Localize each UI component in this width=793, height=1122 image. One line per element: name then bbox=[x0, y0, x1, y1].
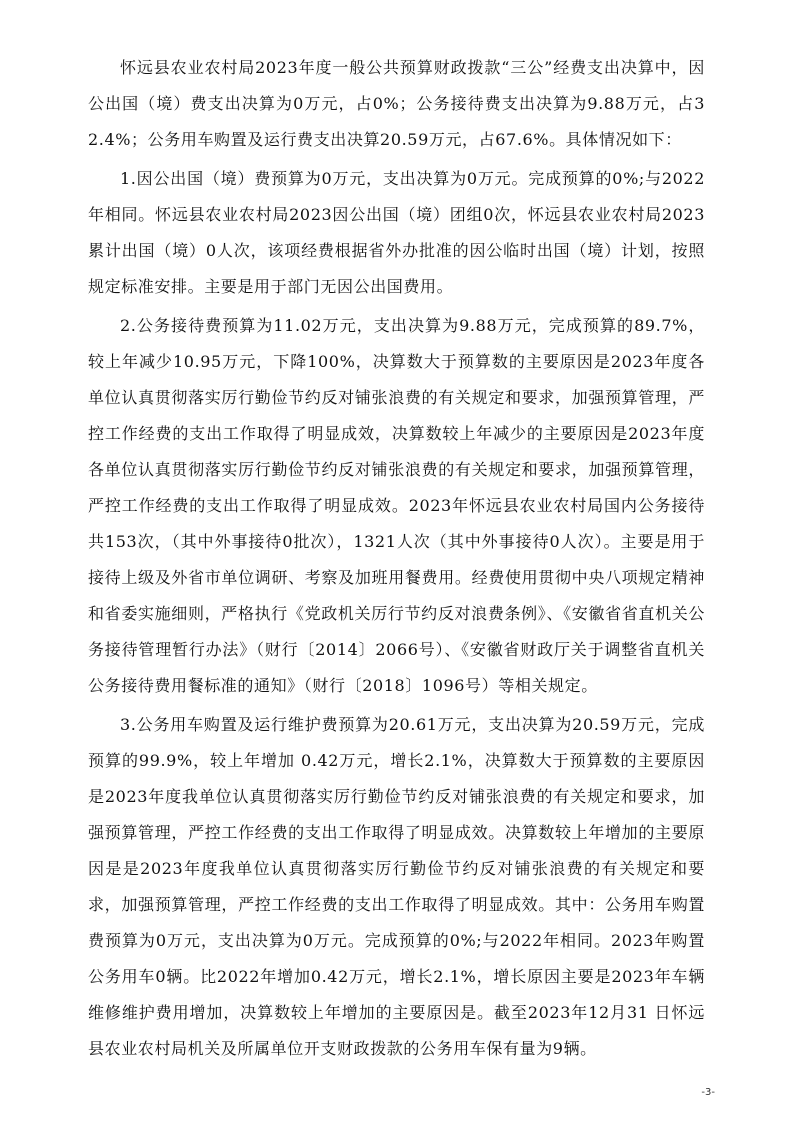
overseas-travel-paragraph: 1.因公出国（境）费预算为0万元，支出决算为0万元。完成预算的0%;与2022年相同。怀远县农业农村局2023因公出国（境）团组0次，怀远县农业农村局2023累计出国（境）0人次，该项经费根据省外办批准的因公临时出国（境）计划，按照规定标准安排。主要是用于部门无因公出国费用。 bbox=[88, 169, 705, 296]
official-vehicle-paragraph: 3.公务用车购置及运行维护费预算为20.61万元，支出决算为20.59万元，完成预算的99.9%，较上年增加 0.42万元，增长2.1%，决算数大于预算数的主要原因是2023年度我单位认真贯彻落实厉行勤俭节约反对铺张浪费的有关规定和要求，加强预算管理，严控工作经费的支出工作取得了明显成效。决算数较上年增加的主要原因是是2023年度我单位认真贯彻落实厉行勤俭节约反对铺张浪费的有关规定和要求，加强预算管理，严控工作经费的支出工作取得了明显成效。其中：公务用车购置费预算为0万元，支出决算为0万元。完成预算的0%;与2022年相同。2023年购置公务用车0辆。比2022年增加0.42万元，增长2.1%，增长原因主要是2023年车辆维修维护费用增加，决算数较上年增加的主要原因是。截至2023年12月31 日怀远县农业农村局机关及所属单位开支财政拨款的公务用车保有量为9辆。 bbox=[88, 715, 705, 1058]
intro-paragraph: 怀远县农业农村局2023年度一般公共预算财政拨款“三公”经费支出决算中，因公出国（境）费支出决算为0万元，占0%；公务接待费支出决算为9.88万元，占32.4%；公务用车购置及运行费支出决算20.59万元，占67.6%。具体情况如下： bbox=[88, 58, 705, 149]
official-reception-paragraph: 2.公务接待费预算为11.02万元，支出决算为9.88万元，完成预算的89.7%，较上年减少10.95万元，下降100%，决算数大于预算数的主要原因是2023年度各单位认真贯彻落实厉行勤俭节约反对铺张浪费的有关规定和要求，加强预算管理，严控工作经费的支出工作取得了明显成效，决算数较上年减少的主要原因是2023年度各单位认真贯彻落实厉行勤俭节约反对铺张浪费的有关规定和要求，加强预算管理，严控工作经费的支出工作取得了明显成效。2023年怀远县农业农村局国内公务接待共153次，（其中外事接待0批次），1321人次（其中外事接待0人次）。主要是用于接待上级及外省市单位调研、考察及加班用餐费用。经费使用贯彻中央八项规定精神和省委实施细则，严格执行《党政机关厉行节约反对浪费条例》、《安徽省省直机关公务接待管理暂行办法》（财行〔2014〕2066号）、《安徽省财政厅关于调整省直机关公务接待费用餐标准的通知》（财行〔2018〕1096号）等相关规定。 bbox=[88, 316, 705, 695]
document-body bbox=[88, 50, 705, 1070]
page-number: -3- bbox=[701, 1087, 715, 1098]
